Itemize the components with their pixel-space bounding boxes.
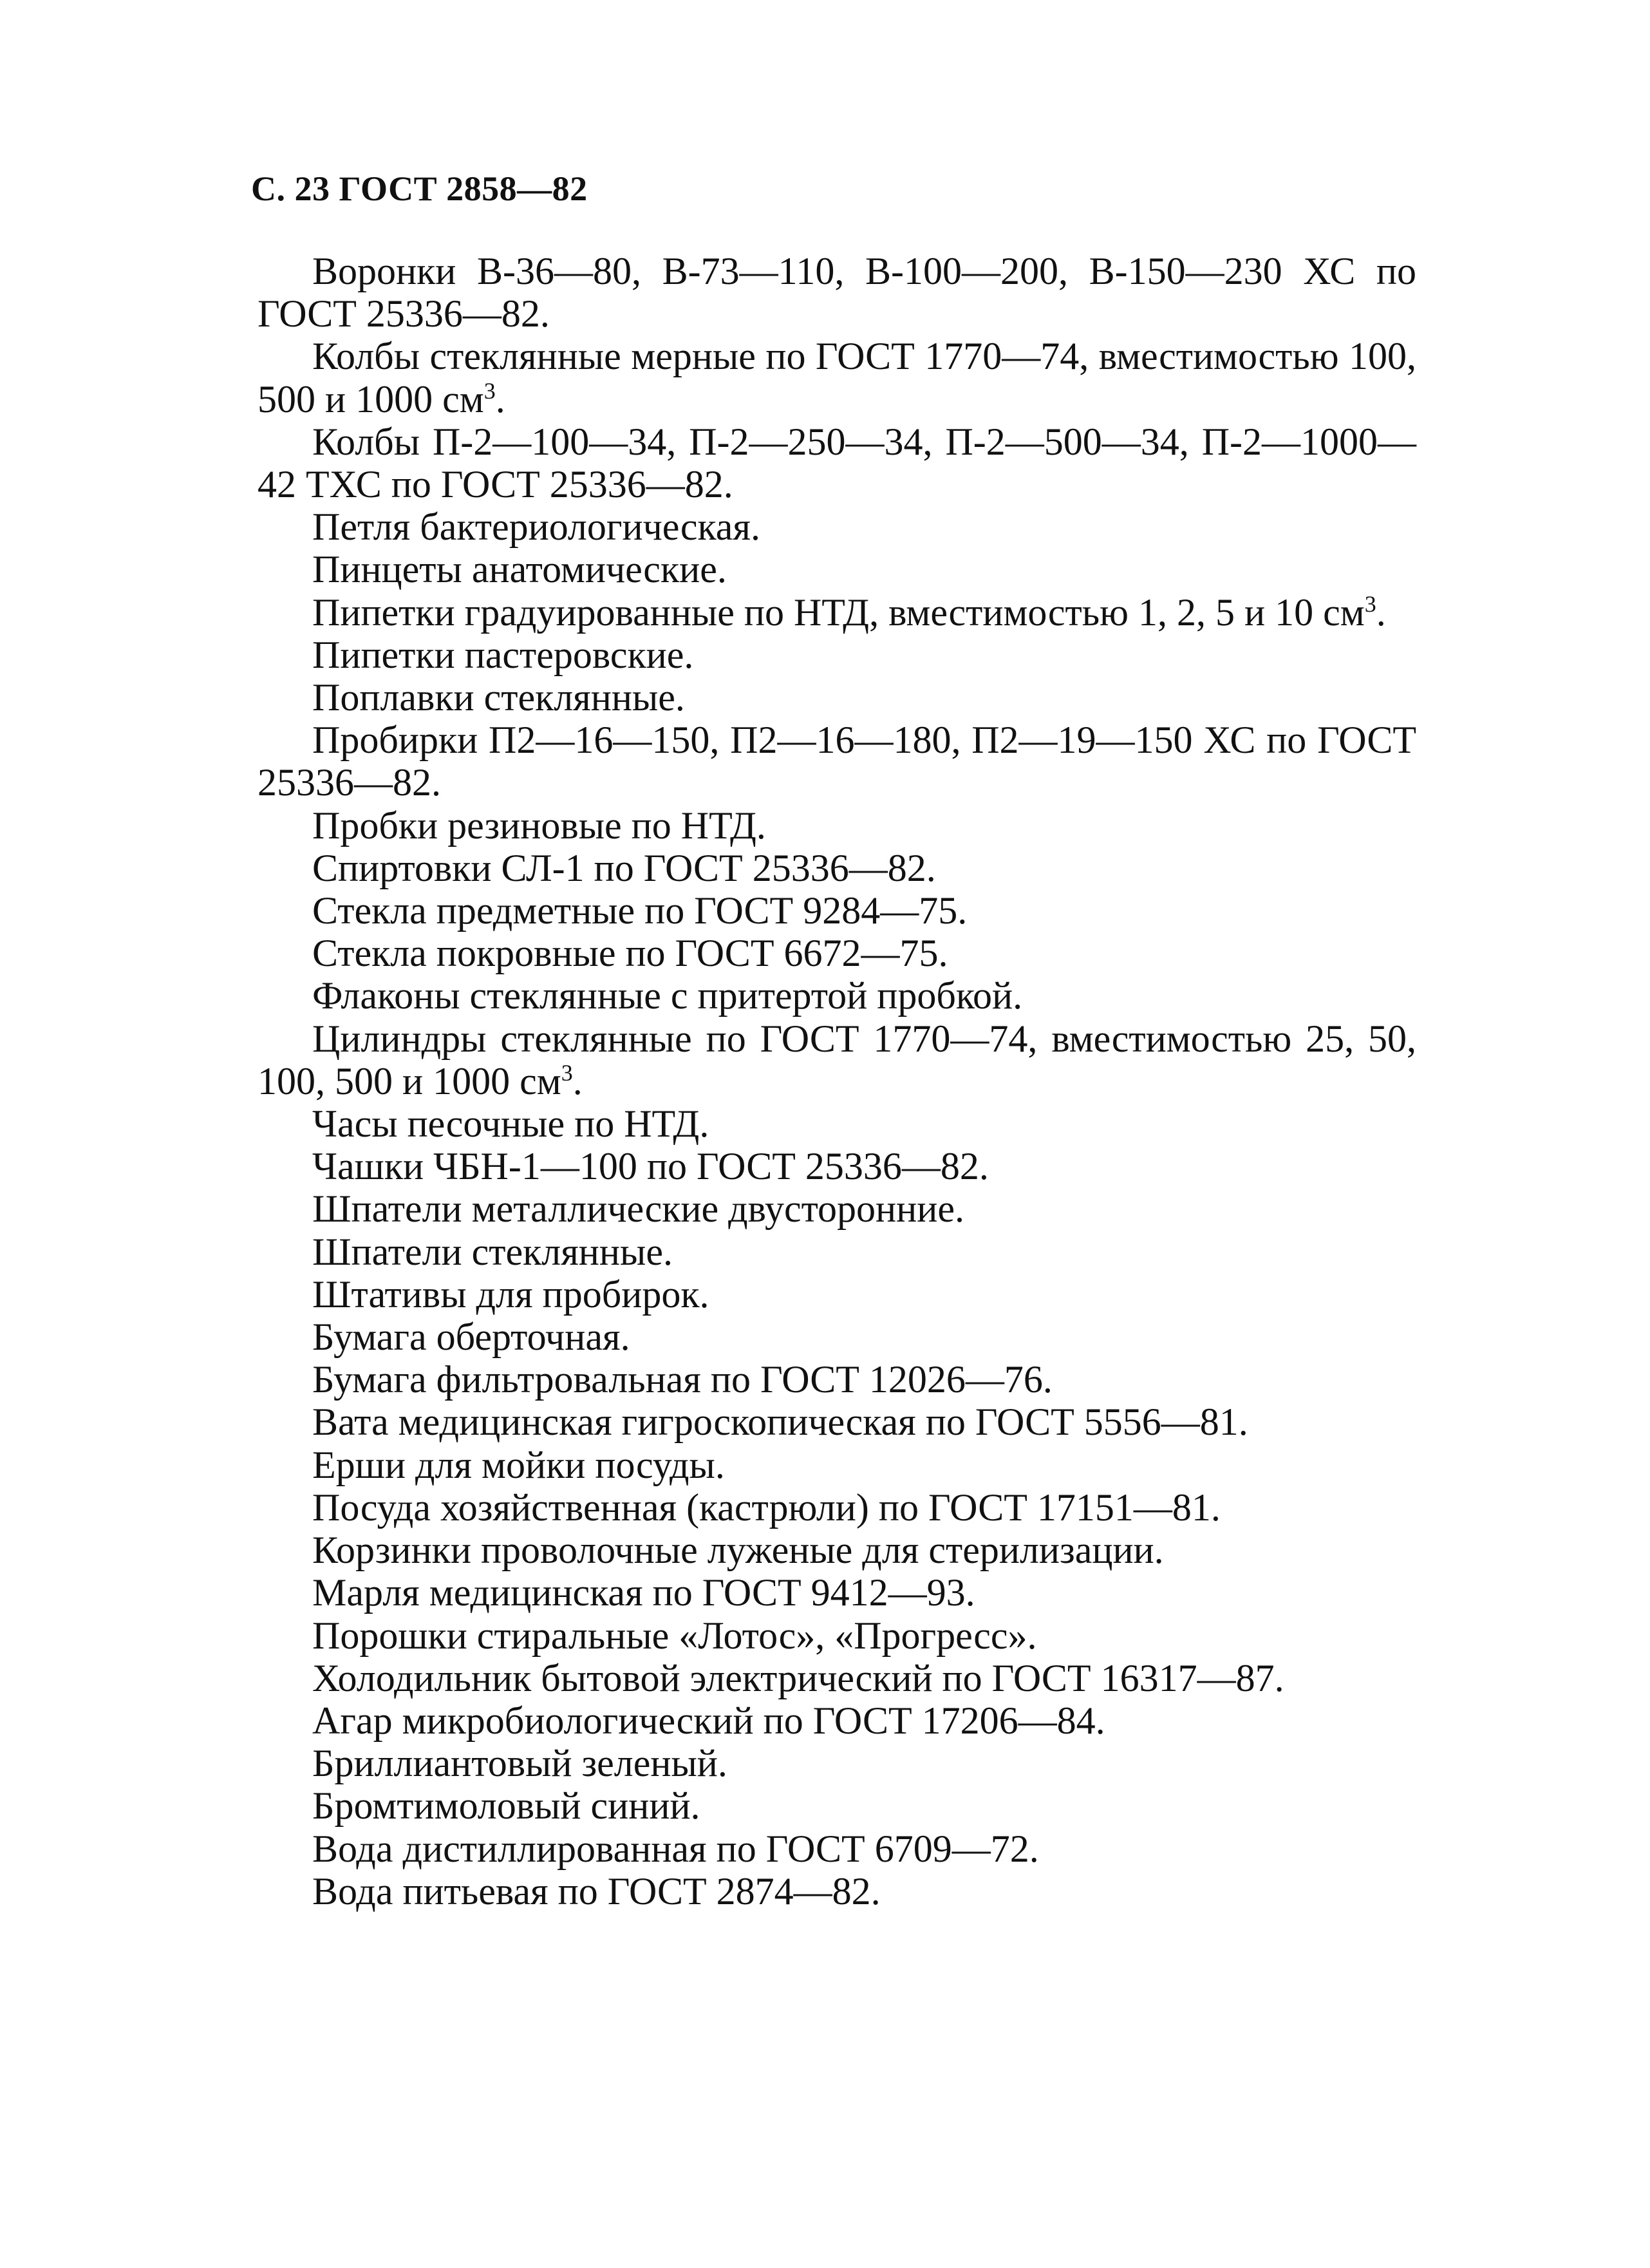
list-item-text: Вода питьевая по ГОСТ 2874—82. — [312, 1869, 881, 1913]
list-item-text: Холодильник бытовой электрический по ГОСТ 16317—87. — [312, 1656, 1284, 1699]
list-item — [258, 1529, 1416, 1571]
list-item — [258, 634, 1416, 676]
list-item-text: Воронки В-36—80, В-73—110, В-100—200, В-150—230 ХС по ГОСТ 25336—82. — [258, 250, 1416, 335]
list-item — [258, 932, 1416, 974]
list-item-text: Порошки стиральные «Лотос», «Прогресс». — [312, 1614, 1037, 1657]
list-item — [258, 1358, 1416, 1401]
list-item — [258, 1017, 1416, 1102]
list-item — [258, 1187, 1416, 1230]
page-header: С. 23 ГОСТ 2858—82 — [251, 169, 588, 208]
list-item — [258, 1316, 1416, 1358]
list-item — [258, 1657, 1416, 1699]
list-item — [258, 1102, 1416, 1145]
list-item-text: Ерши для мойки посуды. — [312, 1443, 725, 1486]
list-item-text: Спиртовки СЛ-1 по ГОСТ 25336—82. — [312, 846, 936, 889]
list-item-text: Пипетки градуированные по НТД, вместимостью 1, 2, 5 и 10 см — [312, 591, 1365, 634]
equipment-list — [258, 250, 1416, 1913]
list-item-punctuation: . — [1376, 591, 1386, 634]
list-item — [258, 804, 1416, 847]
list-item-punctuation: . — [495, 377, 505, 421]
list-item — [258, 1614, 1416, 1657]
list-item-text: Колбы стеклянные мерные по ГОСТ 1770—74, вместимостью 100, 500 и 1000 см — [258, 335, 1416, 421]
list-item — [258, 1699, 1416, 1742]
list-item — [258, 676, 1416, 719]
list-item — [258, 1145, 1416, 1187]
list-item — [258, 1828, 1416, 1870]
list-item — [258, 1273, 1416, 1316]
list-item — [258, 591, 1416, 634]
list-item — [258, 250, 1416, 335]
list-item — [258, 1742, 1416, 1784]
list-item-text: Пипетки пастеровские. — [312, 633, 694, 676]
superscript: 3 — [561, 1059, 573, 1086]
list-item-text: Пробки резиновые по НТД. — [312, 804, 766, 847]
list-item — [258, 506, 1416, 548]
list-item-text: Марля медицинская по ГОСТ 9412—93. — [312, 1571, 975, 1614]
list-item — [258, 1401, 1416, 1443]
list-item — [258, 421, 1416, 506]
list-item-text: Бриллиантовый зеленый. — [312, 1742, 727, 1785]
list-item — [258, 548, 1416, 591]
list-item — [258, 1486, 1416, 1529]
list-item — [258, 974, 1416, 1017]
list-item — [258, 1784, 1416, 1827]
list-item-text: Шпатели металлические двусторонние. — [312, 1187, 964, 1231]
list-item-text: Петля бактериологическая. — [312, 506, 760, 549]
superscript: 3 — [1364, 591, 1376, 617]
list-item-text: Вата медицинская гигроскопическая по ГОСТ 5556—81. — [312, 1401, 1248, 1444]
list-item-punctuation: . — [572, 1059, 583, 1102]
list-item — [258, 719, 1416, 804]
list-item-text: Корзинки проволочные луженые для стерилизации. — [312, 1529, 1164, 1572]
list-item-text: Посуда хозяйственная (кастрюли) по ГОСТ 17151—81. — [312, 1486, 1221, 1529]
superscript: 3 — [483, 377, 496, 404]
list-item-text: Бромтимоловый синий. — [312, 1784, 700, 1828]
list-item-text: Пинцеты анатомические. — [312, 548, 727, 591]
list-item-text: Шпатели стеклянные. — [312, 1230, 673, 1273]
list-item — [258, 335, 1416, 420]
list-item-text: Вода дистиллированная по ГОСТ 6709—72. — [312, 1827, 1039, 1870]
list-item-text: Бумага фильтровальная по ГОСТ 12026—76. — [312, 1358, 1053, 1401]
list-item-text: Чашки ЧБН-1—100 по ГОСТ 25336—82. — [312, 1145, 989, 1188]
list-item-text: Бумага оберточная. — [312, 1316, 630, 1359]
list-item-text: Поплавки стеклянные. — [312, 676, 685, 719]
list-item-text: Пробирки П2—16—150, П2—16—180, П2—19—150 ХС по ГОСТ 25336—82. — [258, 719, 1416, 804]
list-item-text: Флаконы стеклянные с притертой пробкой. — [312, 974, 1023, 1017]
list-item — [258, 1444, 1416, 1486]
list-item — [258, 1231, 1416, 1273]
list-item — [258, 889, 1416, 932]
list-item-text: Стекла покровные по ГОСТ 6672—75. — [312, 932, 948, 975]
list-item-text: Штативы для пробирок. — [312, 1272, 709, 1316]
list-item-text: Стекла предметные по ГОСТ 9284—75. — [312, 889, 968, 932]
list-item-text: Колбы П-2—100—34, П-2—250—34, П-2—500—34, П-2—1000—42 ТХС по ГОСТ 25336—82. — [258, 420, 1416, 506]
list-item-text: Часы песочные по НТД. — [312, 1102, 709, 1146]
list-item-text: Агар микробиологический по ГОСТ 17206—84. — [312, 1699, 1105, 1742]
list-item — [258, 847, 1416, 889]
list-item — [258, 1571, 1416, 1614]
list-item-text: Цилиндры стеклянные по ГОСТ 1770—74, вместимостью 25, 50, 100, 500 и 1000 см — [258, 1017, 1416, 1102]
list-item — [258, 1870, 1416, 1913]
